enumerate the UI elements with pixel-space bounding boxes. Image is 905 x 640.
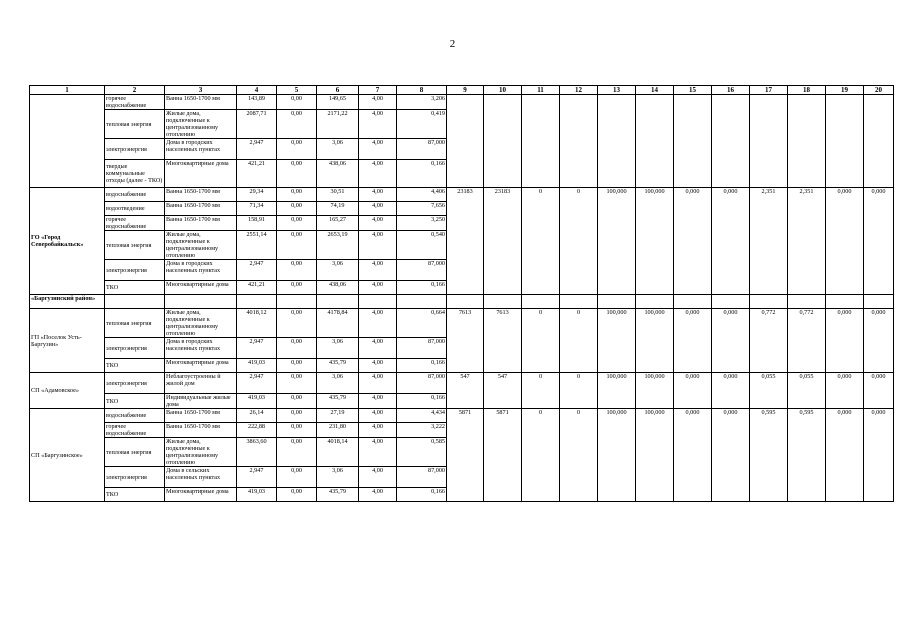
stat-cell: 23183 (484, 188, 522, 295)
stat-cell: 2,351 (750, 188, 788, 295)
column-header: 11 (522, 86, 560, 95)
value-cell: 2,947 (237, 467, 277, 488)
empty-cell (598, 95, 636, 188)
value-cell: 2653,19 (317, 231, 359, 260)
stat-cell: 23183 (447, 188, 484, 295)
value-cell: 0,00 (277, 467, 317, 488)
value-cell: 4,00 (359, 423, 397, 438)
value-cell: 2551,14 (237, 231, 277, 260)
norm-description-cell: Ванна 1650-1700 мм (165, 95, 237, 110)
page-number: 2 (449, 38, 456, 50)
column-header: 7 (359, 86, 397, 95)
norm-description-cell: Неблагоустроенны й жилой дом (165, 373, 237, 394)
stat-cell: 2,351 (788, 188, 826, 295)
stat-cell: 5871 (447, 409, 484, 502)
norm-description-cell: Ванна 1650-1700 мм (165, 409, 237, 423)
value-cell: 419,03 (237, 394, 277, 409)
stat-cell: 100,000 (636, 188, 674, 295)
value-cell: 4018,12 (237, 309, 277, 338)
value-cell: 0,00 (277, 373, 317, 394)
stat-cell: 0,000 (826, 188, 864, 295)
column-header: 2 (105, 86, 165, 95)
empty-cell (636, 295, 674, 309)
empty-cell (359, 295, 397, 309)
resource-cell: твердые коммунальные отходы (далее - ТКО) (105, 160, 165, 188)
stat-cell: 0,000 (864, 409, 894, 502)
norm-description-cell: Многоквартирные дома (165, 281, 237, 295)
stat-cell: 5871 (484, 409, 522, 502)
stat-cell: 0,055 (788, 373, 826, 409)
value-cell: 3,250 (397, 216, 447, 231)
empty-cell (484, 295, 522, 309)
norm-description-cell: Ванна 1650-1700 мм (165, 202, 237, 216)
norm-description-cell: Многоквартирные дома (165, 359, 237, 373)
entity-name-cell: ГО «Город Северобайкальск» (30, 188, 105, 295)
value-cell: 71,34 (237, 202, 277, 216)
column-header: 12 (560, 86, 598, 95)
value-cell: 0,540 (397, 231, 447, 260)
empty-cell (317, 295, 359, 309)
value-cell: 0,00 (277, 409, 317, 423)
empty-cell (277, 295, 317, 309)
resource-cell: горячее водоснабжение (105, 95, 165, 110)
value-cell: 87,000 (397, 373, 447, 394)
value-cell: 7,656 (397, 202, 447, 216)
stat-cell: 0 (560, 309, 598, 373)
value-cell: 0,166 (397, 488, 447, 502)
value-cell: 158,91 (237, 216, 277, 231)
value-cell: 4,00 (359, 231, 397, 260)
column-header: 19 (826, 86, 864, 95)
norm-description-cell: Ванна 1650-1700 мм (165, 423, 237, 438)
empty-cell (560, 95, 598, 188)
resource-cell: горячее водоснабжение (105, 423, 165, 438)
stat-cell: 0,000 (826, 373, 864, 409)
empty-cell (712, 95, 750, 188)
resource-cell: тепловая энергия (105, 231, 165, 260)
value-cell: 0,00 (277, 338, 317, 359)
resource-cell: электроэнергия (105, 139, 165, 160)
stat-cell: 100,000 (598, 188, 636, 295)
value-cell: 3,222 (397, 423, 447, 438)
empty-cell (826, 295, 864, 309)
stat-cell: 0,000 (712, 409, 750, 502)
empty-cell (237, 295, 277, 309)
stat-cell: 0,000 (864, 373, 894, 409)
value-cell: 2171,22 (317, 110, 359, 139)
value-cell: 3,06 (317, 467, 359, 488)
stat-cell: 0,000 (864, 188, 894, 295)
value-cell: 87,000 (397, 338, 447, 359)
value-cell: 2,947 (237, 139, 277, 160)
column-header: 3 (165, 86, 237, 95)
value-cell: 3863,60 (237, 438, 277, 467)
value-cell: 0,00 (277, 438, 317, 467)
value-cell: 435,79 (317, 394, 359, 409)
value-cell: 2087,71 (237, 110, 277, 139)
empty-cell (598, 295, 636, 309)
stat-cell: 0 (522, 309, 560, 373)
stat-cell: 0 (522, 409, 560, 502)
empty-cell (522, 295, 560, 309)
value-cell: 438,06 (317, 160, 359, 188)
column-header: 18 (788, 86, 826, 95)
stat-cell: 100,000 (598, 373, 636, 409)
resource-cell: тепловая энергия (105, 110, 165, 139)
stat-cell: 0,000 (674, 188, 712, 295)
value-cell: 4,00 (359, 409, 397, 423)
empty-cell (864, 95, 894, 188)
value-cell: 0,166 (397, 281, 447, 295)
stat-cell: 100,000 (598, 409, 636, 502)
value-cell: 0,00 (277, 202, 317, 216)
column-header: 8 (397, 86, 447, 95)
empty-cell (636, 95, 674, 188)
value-cell: 143,89 (237, 95, 277, 110)
value-cell: 421,21 (237, 160, 277, 188)
stat-cell: 0,772 (750, 309, 788, 373)
resource-cell: водоотведение (105, 202, 165, 216)
value-cell: 0,166 (397, 359, 447, 373)
stat-cell: 0,000 (712, 188, 750, 295)
stat-cell: 0,055 (750, 373, 788, 409)
value-cell: 0,419 (397, 110, 447, 139)
value-cell: 0,00 (277, 260, 317, 281)
empty-cell (522, 95, 560, 188)
table-row (30, 409, 894, 423)
value-cell: 0,00 (277, 281, 317, 295)
column-header: 13 (598, 86, 636, 95)
value-cell: 30,51 (317, 188, 359, 202)
column-header: 15 (674, 86, 712, 95)
value-cell: 3,06 (317, 260, 359, 281)
empty-cell (105, 295, 165, 309)
value-cell: 2,947 (237, 373, 277, 394)
resource-cell: водоснабжение (105, 409, 165, 423)
resource-cell: горячее водоснабжение (105, 216, 165, 231)
norm-description-cell: Дома в городских населенных пунктах (165, 338, 237, 359)
norm-description-cell: Жилые дома, подключенные к централизованному отоплению (165, 309, 237, 338)
empty-cell (750, 95, 788, 188)
stat-cell: 0 (522, 188, 560, 295)
value-cell: 4,00 (359, 160, 397, 188)
value-cell: 0,00 (277, 423, 317, 438)
value-cell: 3,06 (317, 373, 359, 394)
resource-cell: ТКО (105, 281, 165, 295)
value-cell: 2,947 (237, 260, 277, 281)
empty-cell (560, 295, 598, 309)
empty-cell (674, 295, 712, 309)
norm-description-cell: Ванна 1650-1700 мм (165, 188, 237, 202)
column-header: 5 (277, 86, 317, 95)
value-cell: 4178,84 (317, 309, 359, 338)
value-cell: 222,88 (237, 423, 277, 438)
stat-cell: 0 (522, 373, 560, 409)
value-cell: 4,406 (397, 188, 447, 202)
norm-description-cell: Индивидуальные жилые дома (165, 394, 237, 409)
value-cell: 3,06 (317, 338, 359, 359)
district-row (30, 295, 894, 309)
resource-cell: ТКО (105, 359, 165, 373)
stat-cell: 0,000 (712, 373, 750, 409)
district-name-cell: «Баргузинский район» (30, 295, 105, 309)
value-cell: 4,00 (359, 202, 397, 216)
value-cell: 435,79 (317, 359, 359, 373)
value-cell: 2,947 (237, 338, 277, 359)
norm-description-cell: Жилые дома, подключенные к централизованному отоплению (165, 438, 237, 467)
value-cell: 4,00 (359, 309, 397, 338)
value-cell: 0,00 (277, 394, 317, 409)
stat-cell: 0,595 (750, 409, 788, 502)
norm-description-cell: Дома в городских населенных пунктах (165, 139, 237, 160)
empty-cell (864, 295, 894, 309)
empty-cell (165, 295, 237, 309)
value-cell: 0,664 (397, 309, 447, 338)
norm-description-cell: Многоквартирные дома (165, 488, 237, 502)
value-cell: 26,14 (237, 409, 277, 423)
value-cell: 0,585 (397, 438, 447, 467)
empty-cell (712, 295, 750, 309)
value-cell: 4018,14 (317, 438, 359, 467)
value-cell: 87,000 (397, 467, 447, 488)
value-cell: 0,00 (277, 95, 317, 110)
stat-cell: 0,000 (864, 309, 894, 373)
stat-cell: 100,000 (636, 409, 674, 502)
column-header: 14 (636, 86, 674, 95)
stat-cell: 0,000 (674, 409, 712, 502)
value-cell: 4,00 (359, 95, 397, 110)
entity-name-cell: СП «Баргузинское» (30, 409, 105, 502)
value-cell: 0,00 (277, 216, 317, 231)
empty-cell (788, 295, 826, 309)
value-cell: 419,03 (237, 488, 277, 502)
value-cell: 4,434 (397, 409, 447, 423)
column-header: 6 (317, 86, 359, 95)
stat-cell: 100,000 (636, 309, 674, 373)
stat-cell: 0,595 (788, 409, 826, 502)
value-cell: 0,166 (397, 394, 447, 409)
column-header: 10 (484, 86, 522, 95)
value-cell: 3,206 (397, 95, 447, 110)
column-header: 1 (30, 86, 105, 95)
value-cell: 4,00 (359, 438, 397, 467)
value-cell: 165,27 (317, 216, 359, 231)
column-header: 9 (447, 86, 484, 95)
resource-cell: электроэнергия (105, 467, 165, 488)
entity-name-cell: ГП «Поселок Усть-Баргузин» (30, 309, 105, 373)
stat-cell: 547 (484, 373, 522, 409)
resource-cell: тепловая энергия (105, 438, 165, 467)
value-cell: 4,00 (359, 188, 397, 202)
value-cell: 419,03 (237, 359, 277, 373)
stat-cell: 0 (560, 409, 598, 502)
value-cell: 0,00 (277, 139, 317, 160)
stat-cell: 100,000 (636, 373, 674, 409)
resource-cell: электроэнергия (105, 338, 165, 359)
resource-cell: ТКО (105, 394, 165, 409)
value-cell: 4,00 (359, 281, 397, 295)
value-cell: 4,00 (359, 394, 397, 409)
column-header: 17 (750, 86, 788, 95)
value-cell: 74,19 (317, 202, 359, 216)
table-row (30, 309, 894, 338)
entity-name-cell (30, 95, 105, 188)
value-cell: 4,00 (359, 260, 397, 281)
resource-cell: электроэнергия (105, 373, 165, 394)
value-cell: 231,80 (317, 423, 359, 438)
value-cell: 4,00 (359, 359, 397, 373)
norm-description-cell: Дома в городских населенных пунктах (165, 260, 237, 281)
empty-cell (674, 95, 712, 188)
resource-cell: тепловая энергия (105, 309, 165, 338)
table-row (30, 188, 894, 202)
empty-cell (397, 295, 447, 309)
value-cell: 0,00 (277, 359, 317, 373)
empty-cell (447, 295, 484, 309)
column-header: 4 (237, 86, 277, 95)
tariff-table (29, 85, 894, 502)
value-cell: 4,00 (359, 467, 397, 488)
norm-description-cell: Жилые дома, подключенные к централизованному отоплению (165, 110, 237, 139)
value-cell: 438,06 (317, 281, 359, 295)
value-cell: 149,65 (317, 95, 359, 110)
norm-description-cell: Дома в сельских населенных пунктах (165, 467, 237, 488)
stat-cell: 7613 (447, 309, 484, 373)
stat-cell: 0,000 (674, 309, 712, 373)
stat-cell: 0,772 (788, 309, 826, 373)
value-cell: 0,00 (277, 160, 317, 188)
value-cell: 29,34 (237, 188, 277, 202)
value-cell: 4,00 (359, 216, 397, 231)
column-header: 20 (864, 86, 894, 95)
value-cell: 0,00 (277, 231, 317, 260)
value-cell: 0,166 (397, 160, 447, 188)
resource-cell: водоснабжение (105, 188, 165, 202)
norm-description-cell: Жилые дома, подключенные к централизованному отоплению (165, 231, 237, 260)
stat-cell: 7613 (484, 309, 522, 373)
value-cell: 0,00 (277, 309, 317, 338)
value-cell: 4,00 (359, 488, 397, 502)
norm-description-cell: Ванна 1650-1700 мм (165, 216, 237, 231)
value-cell: 87,000 (397, 260, 447, 281)
stat-cell: 0,000 (712, 309, 750, 373)
empty-cell (447, 95, 484, 188)
stat-cell: 0 (560, 188, 598, 295)
value-cell: 435,79 (317, 488, 359, 502)
entity-name-cell: СП «Адамовское» (30, 373, 105, 409)
stat-cell: 547 (447, 373, 484, 409)
table-header-row (30, 86, 894, 95)
value-cell: 4,00 (359, 338, 397, 359)
empty-cell (750, 295, 788, 309)
empty-cell (788, 95, 826, 188)
value-cell: 4,00 (359, 139, 397, 160)
value-cell: 421,21 (237, 281, 277, 295)
value-cell: 0,00 (277, 110, 317, 139)
empty-cell (484, 95, 522, 188)
resource-cell: ТКО (105, 488, 165, 502)
stat-cell: 0,000 (674, 373, 712, 409)
column-header: 16 (712, 86, 750, 95)
value-cell: 87,000 (397, 139, 447, 160)
resource-cell: электроэнергия (105, 260, 165, 281)
stat-cell: 0,000 (826, 309, 864, 373)
value-cell: 27,19 (317, 409, 359, 423)
value-cell: 4,00 (359, 373, 397, 394)
stat-cell: 0,000 (826, 409, 864, 502)
value-cell: 0,00 (277, 488, 317, 502)
value-cell: 0,00 (277, 188, 317, 202)
stat-cell: 100,000 (598, 309, 636, 373)
value-cell: 3,06 (317, 139, 359, 160)
table-row (30, 95, 894, 110)
norm-description-cell: Многоквартирные дома (165, 160, 237, 188)
empty-cell (826, 95, 864, 188)
stat-cell: 0 (560, 373, 598, 409)
value-cell: 4,00 (359, 110, 397, 139)
table-row (30, 373, 894, 394)
